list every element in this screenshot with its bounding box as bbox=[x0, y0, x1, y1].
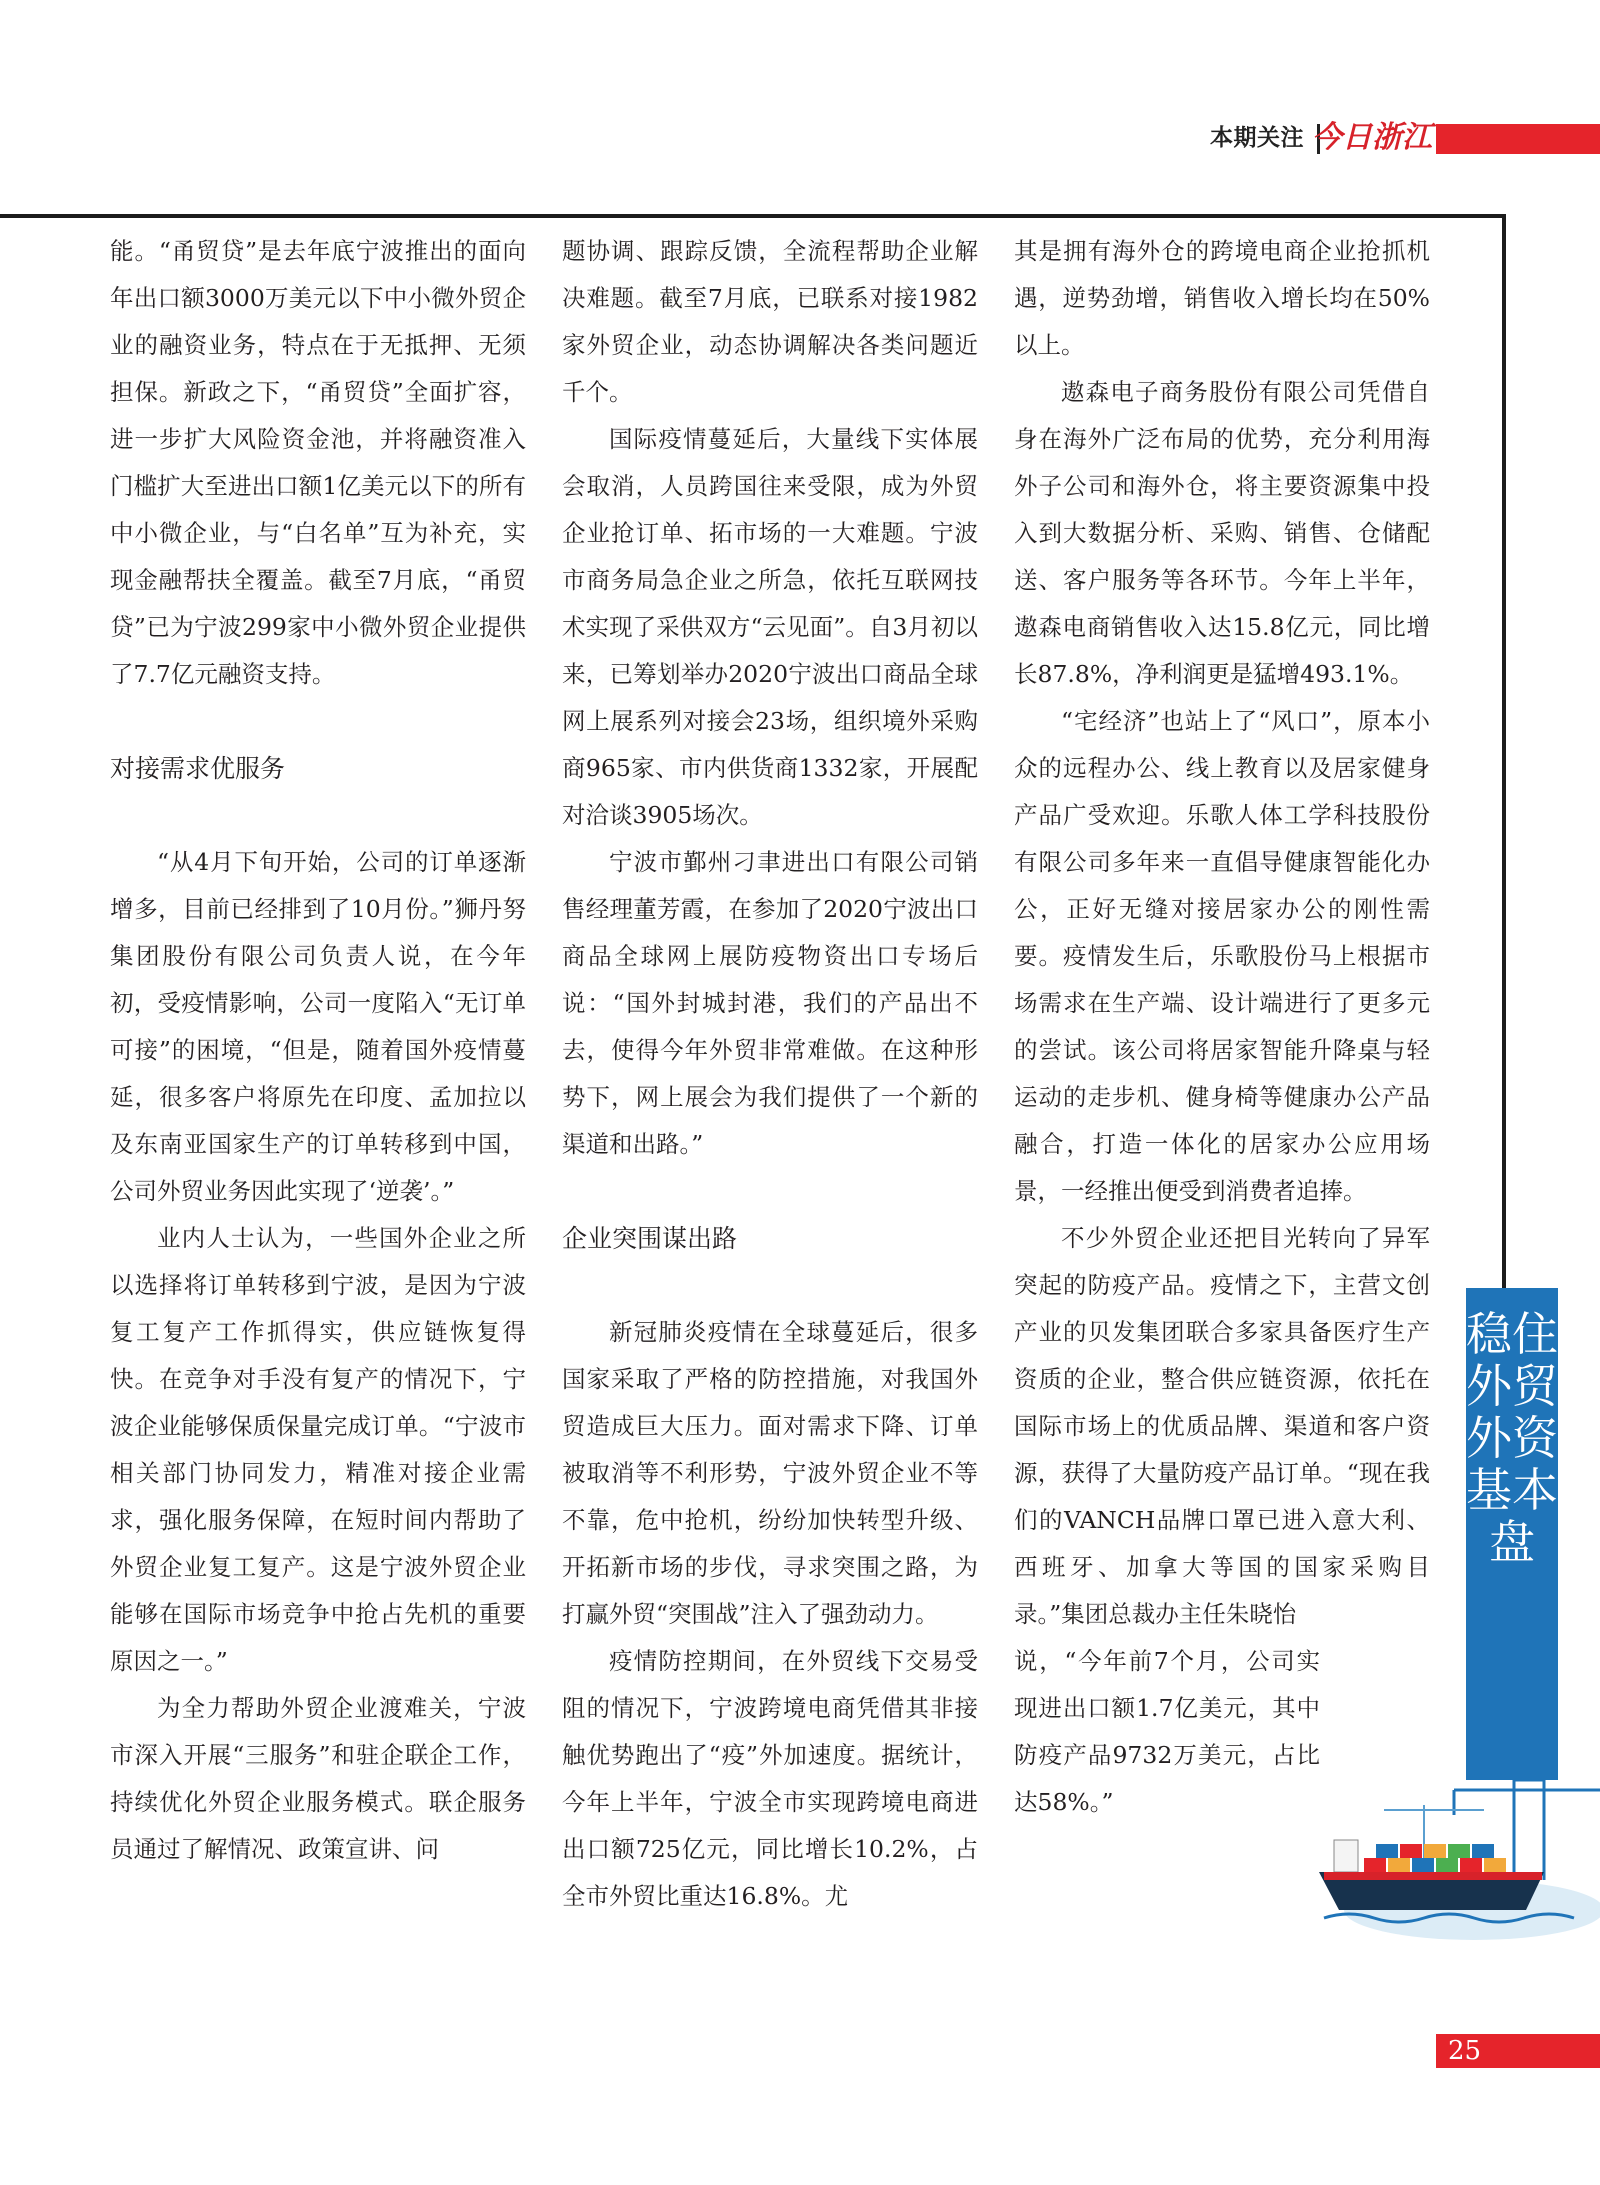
banner-title: 稳住外贸外资基本盘 bbox=[1466, 1307, 1558, 1569]
frame-right-rule bbox=[1502, 214, 1506, 1288]
page-number: 25 bbox=[1448, 2036, 1482, 2066]
paragraph: 新冠肺炎疫情在全球蔓延后，很多国家采取了严格的防控措施，对我国外贸造成巨大压力。面对需求下降、订单被取消等不利形势，宁波外贸企业不等不靠，危中抢机，纷纷加快转型升级、开拓新市场的步伐，寻求突围之路，为打赢外贸“突围战”注入了强劲动力。 bbox=[562, 1318, 978, 1628]
paragraph: 遨森电子商务股份有限公司凭借自身在海外广泛布局的优势，充分利用海外子公司和海外仓，将主要资源集中投入到大数据分析、采购、销售、仓储配送、客户服务等各环节。今年上半年，遨森电商销售收入达15.8亿元，同比增长87.8%，净利润更是猛增493.1%。 bbox=[1014, 378, 1430, 688]
ship-bridge bbox=[1334, 1840, 1358, 1872]
paragraph: 题协调、跟踪反馈，全流程帮助企业解决难题。截至7月底，已联系对接1982家外贸企业，动态协调解决各类问题近千个。 bbox=[562, 237, 978, 406]
cargo-ship-illustration bbox=[1304, 1760, 1600, 1940]
page-header bbox=[0, 118, 1600, 158]
container-stack bbox=[1364, 1844, 1506, 1872]
magazine-logo: 今日浙江 bbox=[1312, 120, 1432, 155]
vertical-title-banner bbox=[1466, 1288, 1558, 1780]
article-column-2 bbox=[562, 228, 978, 1920]
paragraph: 其是拥有海外仓的跨境电商企业抢抓机遇，逆势劲增，销售收入增长均在50%以上。 bbox=[1014, 237, 1430, 359]
paragraph: 疫情防控期间，在外贸线下交易受阻的情况下，宁波跨境电商凭借其非接触优势跑出了“疫”外加速度。据统计，今年上半年，宁波全市实现跨境电商进出口额725亿元，同比增长10.2%，占全市外贸比重达16.8%。尤 bbox=[562, 1647, 978, 1910]
article-column-3 bbox=[1014, 228, 1430, 1826]
paragraph: “从4月下旬开始，公司的订单逐渐增多，目前已经排到了10月份。”狮丹努集团股份有限公司负责人说，在今年初，受疫情影响，公司一度陷入“无订单可接”的困境，“但是，随着国外疫情蔓延，很多客户将原先在印度、孟加拉以及东南亚国家生产的订单转移到中国，公司外贸业务因此实现了‘逆袭’。” bbox=[110, 848, 526, 1205]
section-label: 本期关注 bbox=[1210, 125, 1304, 151]
header-red-bar bbox=[1436, 124, 1600, 154]
paragraph: “宅经济”也站上了“风口”，原本小众的远程办公、线上教育以及居家健身产品广受欢迎。乐歌人体工学科技股份有限公司多年来一直倡导健康智能化办公，正好无缝对接居家办公的刚性需要。疫情发生后，乐歌股份马上根据市场需求在生产端、设计端进行了更多元的尝试。该公司将居家智能升降桌与轻运动的走步机、健身椅等健康办公产品融合，打造一体化的居家办公应用场景，一经推出便受到消费者追捧。 bbox=[1014, 707, 1430, 1205]
section-heading: 企业突围谋出路 bbox=[562, 1224, 738, 1253]
paragraph: 为全力帮助外贸企业渡难关，宁波市深入开展“三服务”和驻企联企工作，持续优化外贸企业服务模式。联企服务员通过了解情况、政策宣讲、问 bbox=[110, 1694, 526, 1863]
paragraph: 业内人士认为，一些国外企业之所以选择将订单转移到宁波，是因为宁波复工复产工作抓得实，供应链恢复得快。在竞争对手没有复产的情况下，宁波企业能够保质保量完成订单。“宁波市相关部门协同发力，精准对接企业需求，强化服务保障，在短时间内帮助了外贸企业复工复产。这是宁波外贸企业能够在国际市场竞争中抢占先机的重要原因之一。” bbox=[110, 1224, 526, 1675]
frame-top-rule bbox=[0, 214, 1506, 218]
paragraph: 不少外贸企业还把目光转向了异军突起的防疫产品。疫情之下，主营文创产业的贝发集团联合多家具备医疗生产资质的企业，整合供应链资源，依托在国际市场上的优质品牌、渠道和客户资源，获得了大量防疫产品订单。“现在我们的VANCH品牌口罩已进入意大利、西班牙、加拿大等国的国家采购目录。”集团总裁办主任朱晓怡 bbox=[1014, 1224, 1430, 1628]
paragraph: 能。“甬贸贷”是去年底宁波推出的面向年出口额3000万美元以下中小微外贸企业的融资业务，特点在于无抵押、无须担保。新政之下，“甬贸贷”全面扩容，进一步扩大风险资金池，并将融资准入门槛扩大至进出口额1亿美元以下的所有中小微企业，与“白名单”互为补充，实现金融帮扶全覆盖。截至7月底，“甬贸贷”已为宁波299家中小微外贸企业提供了7.7亿元融资支持。 bbox=[110, 237, 526, 688]
paragraph: 宁波市鄞州刁聿进出口有限公司销售经理董芳霞，在参加了2020宁波出口商品全球网上展防疫物资出口专场后说：“国外封城封港，我们的产品出不去，使得今年外贸非常难做。在这种形势下，网上展会为我们提供了一个新的渠道和出路。” bbox=[562, 848, 978, 1158]
paragraph: 国际疫情蔓延后，大量线下实体展会取消，人员跨国往来受限，成为外贸企业抢订单、拓市场的一大难题。宁波市商务局急企业之所急，依托互联网技术实现了采供双方“云见面”。自3月初以来，已筹划举办2020宁波出口商品全球网上展系列对接会23场，组织境外采购商965家、市内供货商1332家，开展配对洽谈3905场次。 bbox=[562, 425, 978, 829]
article-column-1 bbox=[110, 228, 526, 1873]
paragraph: 说，“今年前7个月，公司实现进出口额1.7亿美元，其中防疫产品9732万美元，占比达58%。” bbox=[1014, 1647, 1320, 1816]
section-heading: 对接需求优服务 bbox=[110, 754, 286, 783]
